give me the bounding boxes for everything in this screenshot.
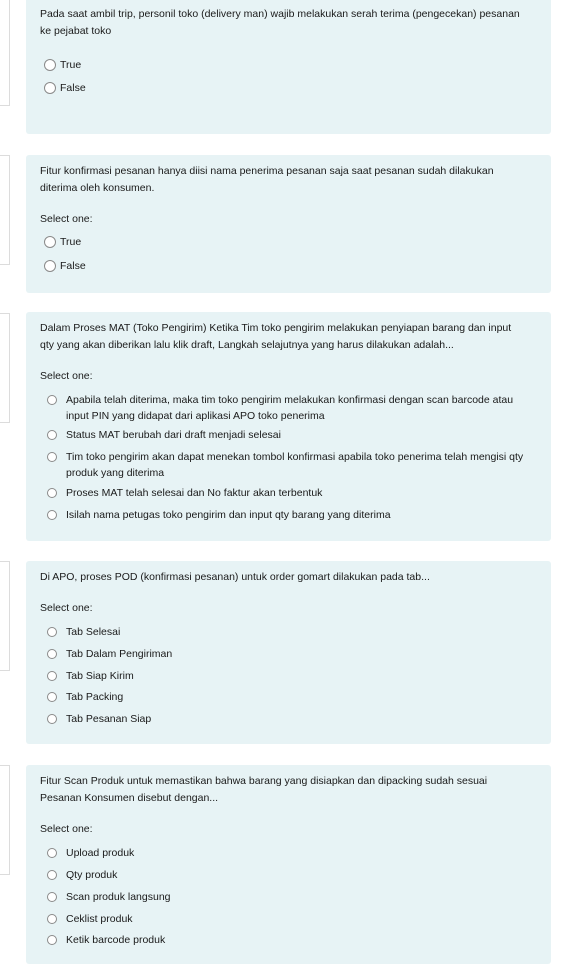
question-nav-tab-3[interactable] [0, 313, 10, 423]
option-label[interactable]: Tab Packing [66, 691, 124, 703]
radio-button[interactable] [47, 848, 57, 858]
radio-button[interactable] [44, 260, 56, 272]
answer-option-c[interactable] [40, 668, 537, 684]
question-text: Fitur konfirmasi pesanan hanya diisi nama penerima pesanan saja saat pesanan sudah dilakukan diterima oleh konsumen. [40, 165, 494, 194]
option-label[interactable]: Tab Siap Kirim [66, 670, 134, 682]
answer-option-a[interactable] [40, 392, 537, 424]
select-one-label: Select one: [40, 823, 93, 835]
select-one-label: Select one: [40, 213, 93, 225]
answer-option-c[interactable] [40, 889, 537, 905]
option-label[interactable]: False [60, 260, 86, 272]
radio-button[interactable] [47, 430, 57, 440]
option-label[interactable]: Apabila telah diterima, maka tim toko pengirim melakukan konfirmasi dengan scan barcode atau input PIN yang didapat dari aplikasi APO toko penerima [66, 394, 514, 422]
answer-option-true[interactable] [40, 58, 551, 72]
select-one-label: Select one: [40, 602, 93, 614]
question-card-5 [26, 765, 551, 964]
question-text: Di APO, proses POD (konfirmasi pesanan) untuk order gomart dilakukan pada tab... [40, 571, 430, 583]
radio-button[interactable] [47, 935, 57, 945]
option-label[interactable]: Upload produk [66, 847, 135, 859]
option-label[interactable]: Isilah nama petugas toko pengirim dan input qty barang yang diterima [66, 509, 391, 521]
answer-option-b[interactable] [40, 646, 537, 662]
option-label[interactable]: Tim toko pengirim akan dapat menekan tombol konfirmasi apabila toko penerima telah mengisi qty produk yang diterima [66, 451, 524, 479]
option-label[interactable]: Ketik barcode produk [66, 934, 166, 946]
radio-button[interactable] [44, 82, 56, 94]
radio-button[interactable] [47, 488, 57, 498]
answer-option-d[interactable] [40, 689, 537, 705]
question-text: Fitur Scan Produk untuk memastikan bahwa barang yang disiapkan dan dipacking sudah sesuai Pesanan Konsumen disebut dengan... [40, 775, 488, 804]
answer-option-d[interactable] [40, 911, 537, 927]
radio-button[interactable] [47, 671, 57, 681]
question-card-2 [26, 155, 551, 293]
option-label[interactable]: True [60, 236, 82, 248]
question-nav-tab-4[interactable] [0, 561, 10, 671]
answer-option-b[interactable] [40, 867, 537, 883]
option-label[interactable]: Tab Dalam Pengiriman [66, 648, 173, 660]
answer-option-a[interactable] [40, 845, 537, 861]
answer-option-e[interactable] [40, 711, 537, 727]
question-card-4 [26, 561, 551, 744]
option-label[interactable]: Scan produk langsung [66, 891, 171, 903]
answer-option-e[interactable] [40, 932, 537, 948]
question-nav-tab-1[interactable] [0, 0, 10, 106]
answer-option-a[interactable] [40, 624, 537, 640]
radio-button[interactable] [47, 714, 57, 724]
question-card-3 [26, 312, 551, 541]
option-label[interactable]: True [60, 59, 82, 71]
answer-option-true[interactable] [40, 235, 551, 249]
question-text: Pada saat ambil trip, personil toko (delivery man) wajib melakukan serah terima (pengecekan) pesanan ke pejabat toko [40, 8, 520, 37]
radio-button[interactable] [47, 870, 57, 880]
radio-button[interactable] [47, 649, 57, 659]
answer-option-false[interactable] [40, 259, 551, 273]
option-label[interactable]: Proses MAT telah selesai dan No faktur akan terbentuk [66, 487, 323, 499]
radio-button[interactable] [47, 892, 57, 902]
radio-button[interactable] [44, 59, 56, 71]
question-nav-tab-5[interactable] [0, 765, 10, 875]
option-label[interactable]: Ceklist produk [66, 913, 133, 925]
radio-button[interactable] [44, 236, 56, 248]
question-card-1 [26, 0, 551, 134]
option-label[interactable]: Qty produk [66, 869, 118, 881]
answer-option-d[interactable] [40, 485, 537, 501]
radio-button[interactable] [47, 627, 57, 637]
radio-button[interactable] [47, 395, 57, 405]
option-label[interactable]: Status MAT berubah dari draft menjadi selesai [66, 429, 281, 441]
answer-option-c[interactable] [40, 449, 537, 481]
radio-button[interactable] [47, 692, 57, 702]
radio-button[interactable] [47, 510, 57, 520]
option-label[interactable]: Tab Pesanan Siap [66, 713, 152, 725]
option-label[interactable]: False [60, 82, 86, 94]
question-nav-tab-2[interactable] [0, 155, 10, 265]
answer-option-false[interactable] [40, 81, 551, 95]
radio-button[interactable] [47, 452, 57, 462]
answer-option-b[interactable] [40, 427, 537, 443]
select-one-label: Select one: [40, 370, 93, 382]
answer-option-e[interactable] [40, 507, 537, 523]
radio-button[interactable] [47, 914, 57, 924]
question-text: Dalam Proses MAT (Toko Pengirim) Ketika Tim toko pengirim melakukan penyiapan barang dan input qty yang akan diberikan lalu klik draft, Langkah selajutnya yang harus dilakukan adalah... [40, 322, 512, 351]
option-label[interactable]: Tab Selesai [66, 626, 121, 638]
